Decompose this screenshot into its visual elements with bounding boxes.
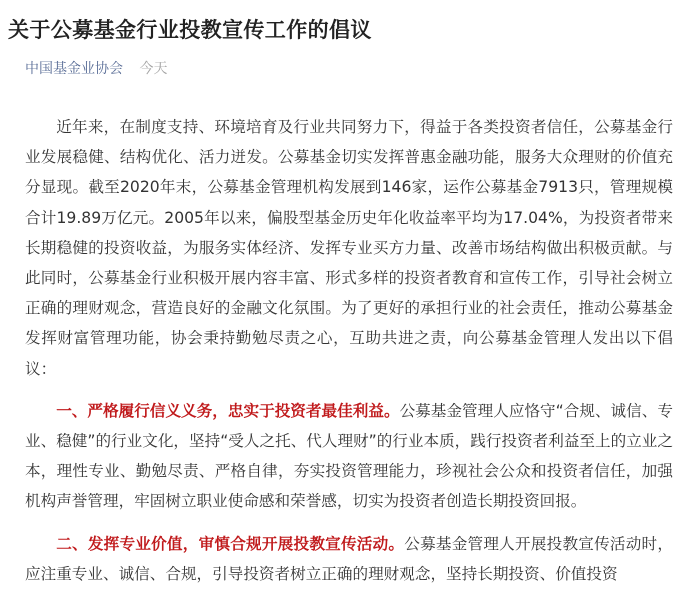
proposal-item-1 <box>25 396 673 517</box>
article-meta <box>25 58 167 78</box>
proposal-heading-1: 一、严格履行信义义务，忠实于投资者最佳利益。 <box>56 401 400 420</box>
proposal-item-2 <box>25 529 673 589</box>
page-title: 关于公募基金行业投教宣传工作的倡议 <box>8 18 372 42</box>
intro-paragraph: 近年来，在制度支持、环境培育及行业共同努力下，得益于各类投资者信任，公募基金行业发展稳健、结构优化、活力迸发。公募基金切实发挥普惠金融功能，服务大众理财的价值充分显现。截至2020年末，公募基金管理机构发展到146家，运作公募基金7913只，管理规模合计19.89万亿元。2005年以来，偏股型基金历史年化收益率平均为17.04%，为投资者带来长期稳健的投资收益，为服务实体经济、发挥专业买方力量、改善市场结构做出积极贡献。与此同时，公募基金行业积极开展内容丰富、形式多样的投资者教育和宣传工作，引导社会树立正确的理财观念，营造良好的金融文化氛围。为了更好的承担行业的社会责任，推动公募基金发挥财富管理功能，协会秉持勤勉尽责之心，互助共进之责，向公募基金管理人发出以下倡议： <box>25 118 673 378</box>
proposal-heading-2: 二、发挥专业价值，审慎合规开展投教宣传活动。 <box>56 534 405 553</box>
source-link[interactable]: 中国基金业协会 <box>25 61 123 77</box>
proposal-text-1: 公募基金管理人应恪守“合规、诚信、专业、稳健”的行业文化，坚持“受人之托、代人理财”的行业本质，践行投资者利益至上的立业之本，理性专业、勤勉尽责、严格自律，夯实投资管理能力，珍视社会公众和投资者信任，加强机构声誉管理，牢固树立职业使命感和荣誉感，切实为投资者创造长期投资回报。 <box>25 401 673 511</box>
publish-time: 今天 <box>139 61 168 77</box>
proposal-text-2: 公募基金管理人开展投教宣传活动时，应注重专业、诚信、合规，引导投资者树立正确的理财观念，坚持长期投资、价值投资 <box>25 534 673 583</box>
article-body <box>25 112 673 601</box>
